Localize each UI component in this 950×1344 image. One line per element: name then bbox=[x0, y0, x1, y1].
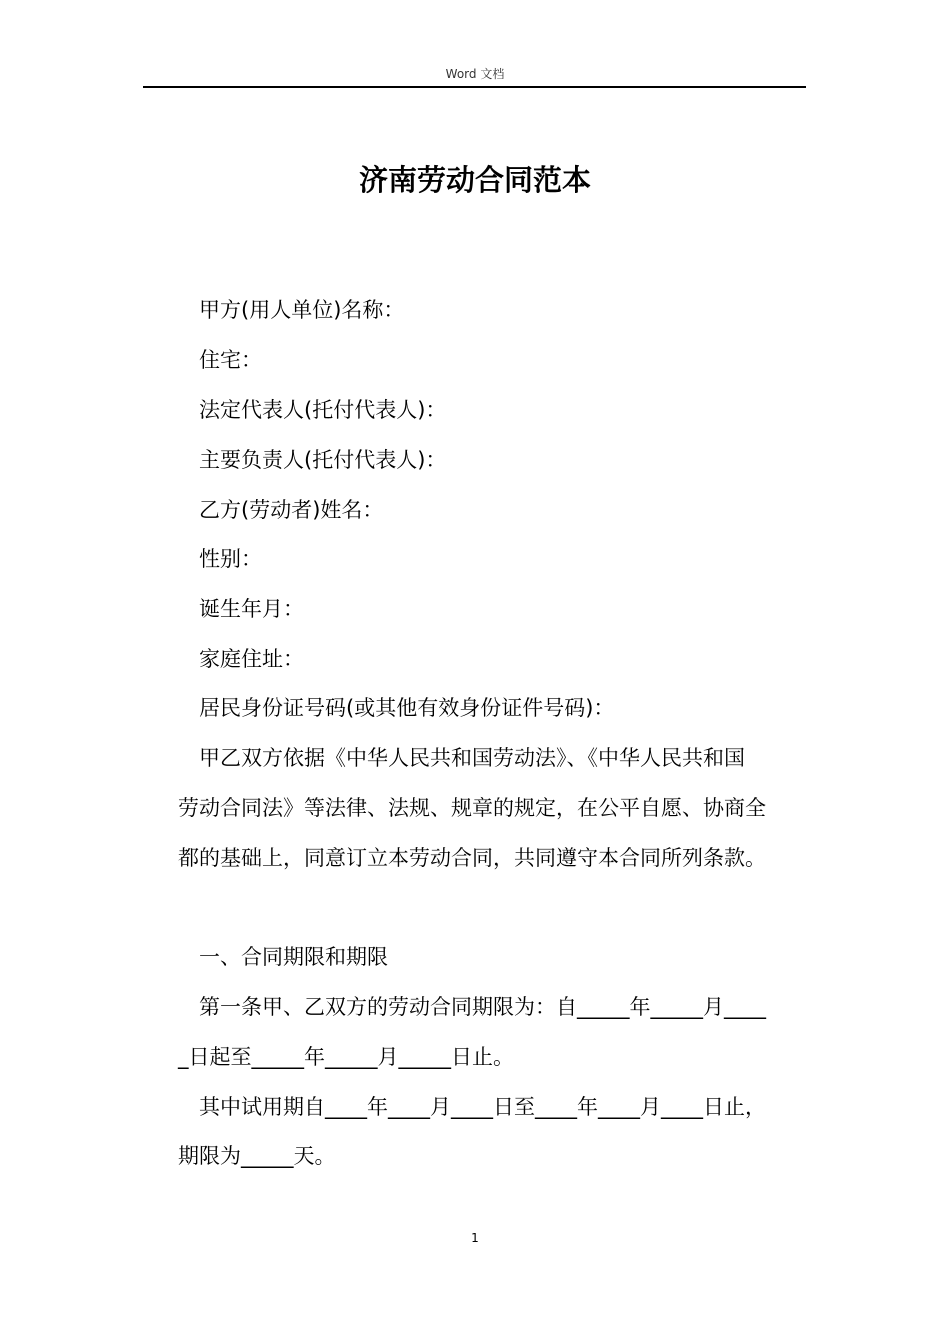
document-title: 济南劳动合同范本 bbox=[358, 163, 591, 197]
preamble-line-1: 甲乙双方依据《中华人民共和国劳动法》、《中华人民共和国 bbox=[199, 746, 745, 770]
party-a-name-line: 甲方(用人单位)名称： bbox=[199, 298, 405, 322]
home-address-line: 家庭住址： bbox=[199, 647, 304, 671]
party-b-name-line: 乙方(劳动者)姓名： bbox=[199, 498, 384, 522]
article-one-line-1: 第一条甲、乙双方的劳动合同期限为：自_____年_____月____ bbox=[199, 995, 766, 1019]
page-number: 1 bbox=[471, 1231, 479, 1245]
preamble-line-3: 都的基础上，同意订立本劳动合同，共同遵守本合同所列条款。 bbox=[178, 846, 766, 870]
id-number-line: 居民身份证号码(或其他有效身份证件号码)： bbox=[199, 696, 615, 720]
probation-line-1: 其中试用期自____年____月____日至____年____月____日止， bbox=[199, 1095, 766, 1119]
section-heading: 一、合同期限和期限 bbox=[199, 945, 388, 969]
legal-representative-line: 法定代表人(托付代表人)： bbox=[199, 398, 447, 422]
party-a-address-line: 住宅： bbox=[199, 348, 262, 372]
preamble-line-2: 劳动合同法》等法律、法规、规章的规定，在公平自愿、协商全 bbox=[178, 796, 766, 820]
birth-date-line: 诞生年月： bbox=[199, 597, 304, 621]
principal-line: 主要负责人(托付代表人)： bbox=[199, 448, 447, 472]
header-divider bbox=[143, 86, 806, 88]
header-label: Word 文档 bbox=[445, 67, 505, 81]
probation-line-2: 期限为_____天。 bbox=[178, 1144, 336, 1168]
article-one-line-2: _日起至_____年_____月_____日止。 bbox=[178, 1045, 514, 1069]
gender-line: 性别： bbox=[199, 547, 262, 571]
